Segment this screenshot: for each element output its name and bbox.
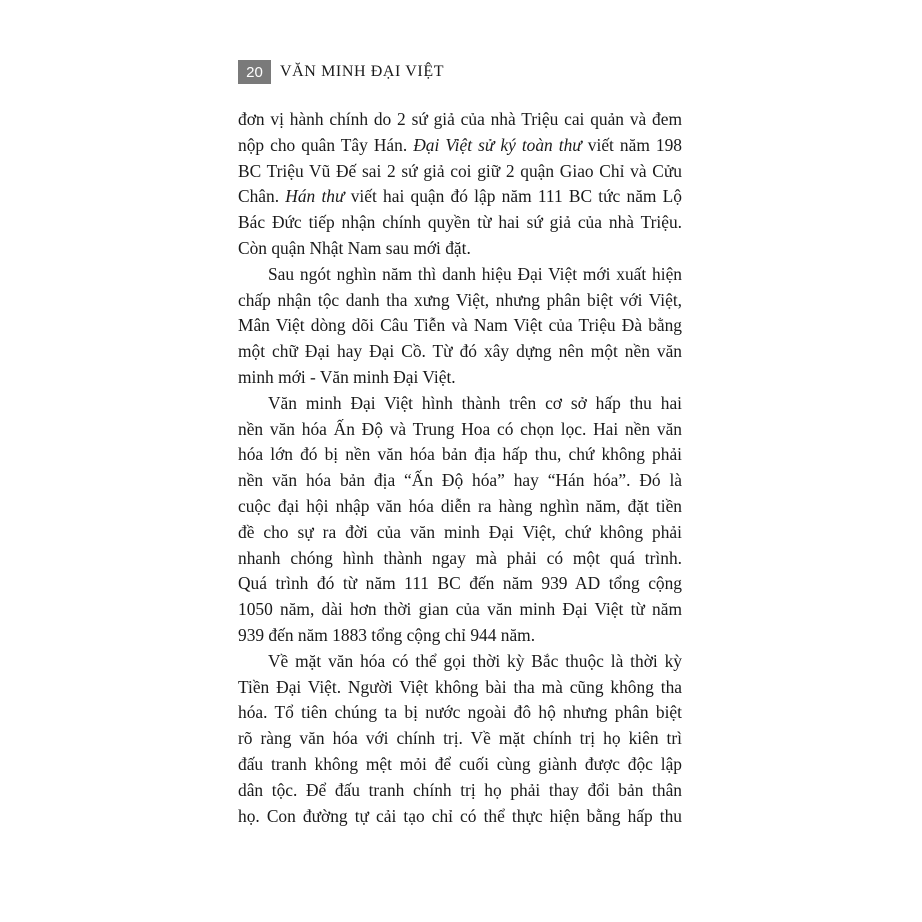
text-run: chấp nhận tộc danh tha xưng Việt, nhưng phân biệt với Việt,: [238, 289, 682, 310]
text-run: 939 đến năm 1883 tổng cộng chỉ 944 năm.: [238, 624, 536, 645]
text-run: nhanh chóng hình thành ngay mà phải có một quá trình.: [238, 547, 682, 568]
text-line: [238, 675, 682, 701]
paragraph: [238, 262, 682, 391]
text-run: Bác Đức tiếp nhận chính quyền từ hai sứ giả của nhà Triệu.: [238, 212, 682, 233]
text-run: viết năm 198: [581, 134, 682, 155]
text-line: [238, 442, 682, 468]
text-line: [238, 262, 682, 288]
text-line: [238, 468, 682, 494]
text-run: Mân Việt dòng dõi Câu Tiễn và Nam Việt của Triệu Đà bằng: [238, 315, 682, 336]
text-run: Quá trình đó từ năm 111 BC đến năm 939 AD tổng cộng: [238, 573, 682, 594]
text-line: [238, 571, 682, 597]
text-run: đề cho sự ra đời của văn minh Đại Việt, chứ không phải: [238, 521, 682, 542]
text-line: [238, 339, 682, 365]
text-line: [238, 391, 682, 417]
text-run: Về mặt văn hóa có thể gọi thời kỳ Bắc thuộc là thời kỳ: [268, 650, 682, 671]
text-run: đơn vị hành chính do 2 sứ giả của nhà Triệu cai quản và đem: [238, 109, 682, 129]
text-line: [238, 778, 682, 804]
body-text: [238, 107, 682, 829]
text-run: 1050 năm, dài hơn thời gian của văn minh Đại Việt từ năm: [238, 599, 682, 620]
page-header: [238, 60, 444, 84]
text-run: nền văn hóa Ấn Độ và Trung Hoa có chọn lọc. Hai nền văn: [238, 418, 682, 439]
text-line: [238, 133, 682, 159]
text-line: [238, 365, 682, 391]
text-run: hóa. Tổ tiên chúng ta bị nước ngoài đô hộ nhưng phân biệt: [238, 702, 682, 723]
text-line: [238, 752, 682, 778]
text-line: [238, 210, 682, 236]
text-run: rõ ràng văn hóa với chính trị. Về mặt chính trị họ kiên trì: [238, 728, 682, 749]
text-line: [238, 546, 682, 572]
text-line: [238, 700, 682, 726]
text-run: Tiền Đại Việt. Người Việt không bài tha mà cũng không tha: [238, 676, 682, 697]
text-run: cuộc đại hội nhập văn hóa diễn ra hàng nghìn năm, đặt tiền: [238, 495, 682, 516]
text-run: viết hai quận đó lập năm 111 BC tức năm Lộ: [344, 186, 683, 207]
text-line: [238, 417, 682, 443]
text-run: Chân.: [238, 186, 286, 207]
text-line: [238, 288, 682, 314]
paragraph: [238, 391, 682, 649]
text-run: Còn quận Nhật Nam sau mới đặt.: [238, 237, 471, 258]
text-line: [238, 726, 682, 752]
italic-title: Hán thư: [285, 186, 345, 207]
text-run: một chữ Đại hay Đại Cồ. Từ đó xây dựng nên một nền văn: [238, 341, 682, 362]
paragraph: [238, 649, 682, 830]
text-run: minh mới - Văn minh Đại Việt.: [238, 366, 456, 387]
text-line: [238, 520, 682, 546]
text-run: họ. Con đường tự cải tạo chỉ có thể thực hiện bằng hấp thu: [238, 805, 682, 826]
text-line: [238, 313, 682, 339]
text-run: nộp cho quân Tây Hán.: [238, 134, 414, 155]
text-line: [238, 623, 682, 649]
text-line: [238, 494, 682, 520]
page-number: 20: [238, 60, 271, 84]
running-title: VĂN MINH ĐẠI VIỆT: [280, 63, 445, 80]
text-run: nền văn hóa bản địa “Ấn Độ hóa” hay “Hán hóa”. Đó là: [238, 470, 682, 491]
text-run: hóa lớn đó bị nền văn hóa bản địa hấp thu, chứ không phải: [238, 444, 682, 465]
text-run: đấu tranh không mệt mỏi để cuối cùng giành được độc lập: [238, 753, 682, 774]
italic-title: Đại Việt sử ký toàn thư: [413, 134, 582, 155]
text-run: Sau ngót nghìn năm thì danh hiệu Đại Việt mới xuất hiện: [268, 263, 682, 284]
text-line: [238, 649, 682, 675]
text-line: [238, 184, 682, 210]
text-line: [238, 597, 682, 623]
text-line: [238, 804, 682, 830]
paragraph: [238, 107, 682, 262]
text-run: dân tộc. Để đấu tranh chính trị họ phải thay đổi bản thân: [238, 779, 682, 800]
text-line: [238, 236, 682, 262]
text-line: [238, 159, 682, 185]
text-run: Văn minh Đại Việt hình thành trên cơ sở hấp thu hai: [268, 392, 682, 413]
text-line: [238, 107, 682, 133]
text-run: BC Triệu Vũ Đế sai 2 sứ giả coi giữ 2 quận Giao Chỉ và Cửu: [238, 160, 682, 181]
